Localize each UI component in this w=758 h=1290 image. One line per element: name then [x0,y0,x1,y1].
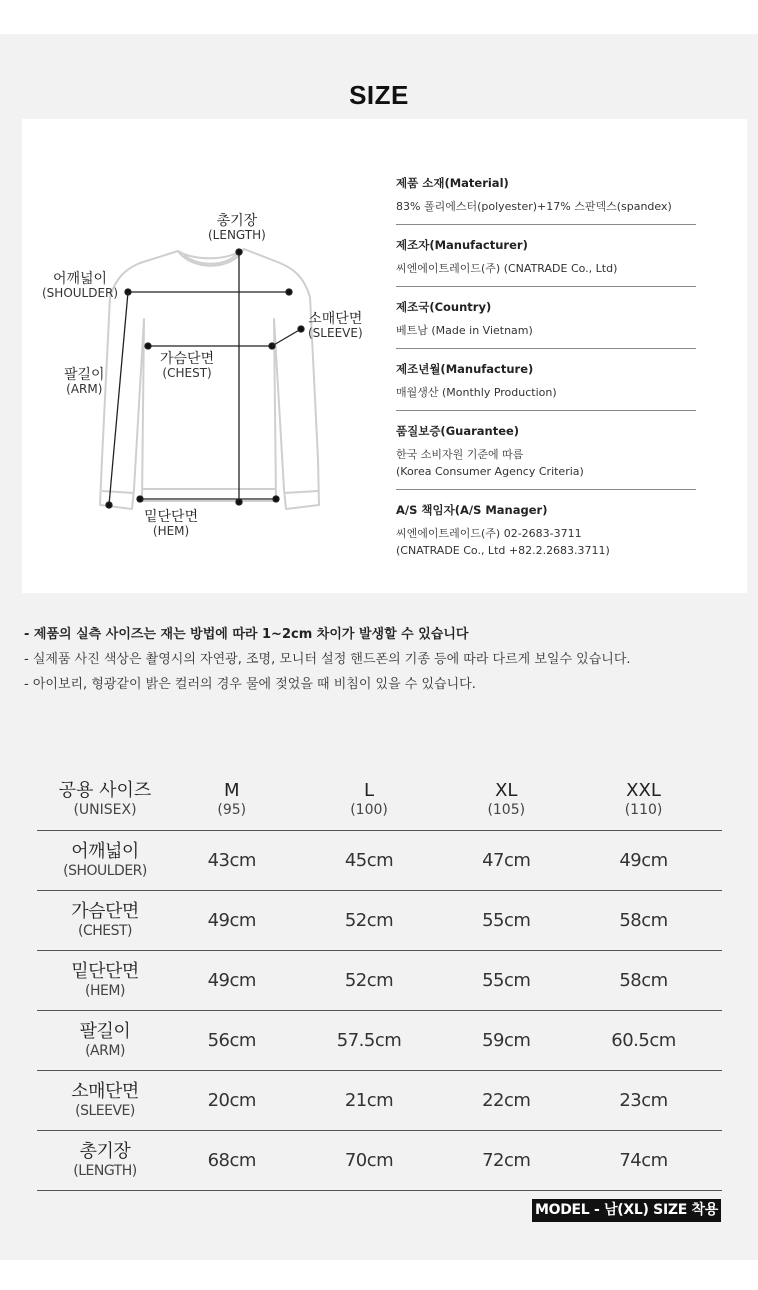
notice-measurement: - 제품의 실측 사이즈는 재는 방법에 따라 1~2cm 차이가 발생할 수 있습니다 [24,627,469,642]
arm-point-bottom [106,502,112,508]
table-cell: 74cm [565,1131,722,1191]
table-cell: 21cm [291,1071,448,1131]
notice-list [24,622,744,697]
table-cell: 45cm [291,831,448,891]
header-size-m: M (95) [173,770,291,831]
table-row [37,1011,722,1071]
size-table-header [37,770,722,831]
sleeve-point [298,326,304,332]
header-size-xxl: XXL (110) [565,770,722,831]
table-cell: 22cm [447,1071,565,1131]
label-shoulder: 어깨넓이 (SHOULDER) [42,271,119,301]
table-cell: 70cm [291,1131,448,1191]
table-cell: 58cm [565,891,722,951]
size-info-card [22,119,747,593]
row-label: 총기장 (LENGTH) [37,1131,173,1191]
spec-as-manager: A/S 책임자(A/S Manager) 씨엔에이트레이드(주) 02-2683-3711 (CNATRADE Co., Ltd +82.2.2683.3711) [396,503,610,558]
header-size-xl: XL (105) [447,770,565,831]
table-row [37,1071,722,1131]
table-cell: 58cm [565,951,722,1011]
sleeve-line [272,329,301,346]
page-title: SIZE [349,80,409,110]
table-cell: 55cm [447,891,565,951]
label-hem: 밑단단면 (HEM) [144,509,199,539]
table-cell: 49cm [173,891,291,951]
cuff-left [102,491,134,493]
chest-point-left [145,343,151,349]
table-cell: 52cm [291,891,448,951]
notice-color: - 실제품 사진 색상은 촬영시의 자연광, 조명, 모니터 설정 핸드폰의 기종 등에 따라 다르게 보일수 있습니다. [24,652,631,667]
row-label: 어깨넓이 (SHOULDER) [37,831,173,891]
arm-line [109,292,128,505]
row-label: 가슴단면 (CHEST) [37,891,173,951]
table-cell: 20cm [173,1071,291,1131]
spec-material: 제품 소재(Material) 83% 폴리에스터(polyester)+17% 스판덱스(spandex) [396,175,696,225]
table-cell: 68cm [173,1131,291,1191]
label-sleeve: 소매단면 (SLEEVE) [308,311,363,341]
spec-guarantee: 품질보증(Guarantee) 한국 소비자원 기준에 따름 (Korea Consumer Agency Criteria) [396,423,696,490]
table-row [37,1131,722,1191]
table-row [37,891,722,951]
table-cell: 43cm [173,831,291,891]
product-specs [396,175,696,580]
shoulder-point-right [286,289,292,295]
cuff-right [284,491,318,493]
table-cell: 59cm [447,1011,565,1071]
table-cell: 23cm [565,1071,722,1131]
notice-transparency: - 아이보리, 형광같이 밝은 컬러의 경우 물에 젖었을 때 비침이 있을 수 있습니다. [24,677,476,692]
label-arm: 팔길이 (ARM) [64,367,105,397]
table-cell: 49cm [173,951,291,1011]
label-chest: 가슴단면 (CHEST) [160,351,215,381]
table-cell: 56cm [173,1011,291,1071]
spec-manufacture-date: 제조년월(Manufacture) 매월생산 (Monthly Production) [396,361,696,411]
length-point-top [236,249,242,255]
table-cell: 49cm [565,831,722,891]
table-cell: 72cm [447,1131,565,1191]
hem-point-right [273,496,279,502]
size-table [37,770,722,1191]
spec-manufacturer: 제조자(Manufacturer) 씨엔에이트레이드(주) (CNATRADE Co., Ltd) [396,237,696,287]
table-row [37,831,722,891]
header-size-l: L (100) [291,770,448,831]
table-cell: 57.5cm [291,1011,448,1071]
row-label: 밑단단면 (HEM) [37,951,173,1011]
header-unisex: 공용 사이즈 (UNISEX) [37,770,173,831]
table-cell: 52cm [291,951,448,1011]
row-label: 소매단면 (SLEEVE) [37,1071,173,1131]
model-size-badge: MODEL - 남(XL) SIZE 착용 [532,1199,721,1222]
table-cell: 55cm [447,951,565,1011]
hem-point-left [137,496,143,502]
table-cell: 47cm [447,831,565,891]
label-length: 총기장 (LENGTH) [208,213,266,243]
row-label: 팔길이 (ARM) [37,1011,173,1071]
length-point-bottom [236,499,242,505]
table-cell: 60.5cm [565,1011,722,1071]
table-row [37,951,722,1011]
spec-country: 제조국(Country) 베트남 (Made in Vietnam) [396,299,696,349]
